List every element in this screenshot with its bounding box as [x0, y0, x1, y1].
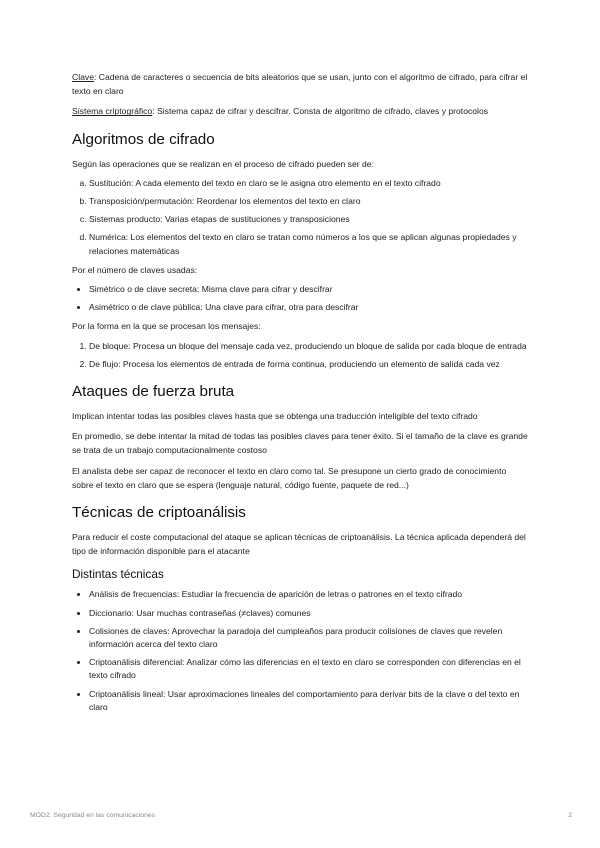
definition-text: : Sistema capaz de cifrar y descifrar. Consta de algoritmo de cifrado, claves y protocolos [152, 106, 489, 117]
paragraph: Para reducir el coste computacional del ataque se aplican técnicas de criptoanálisis. La técnica aplicada dependerá del tipo de información disponible para el atacante [72, 532, 526, 557]
list-item: • Criptoanálisis diferencial: Analizar cómo las diferencias en el texto en claro se corresponden con diferencias en el texto cifrado [89, 656, 530, 682]
paragraph: Según las operaciones que se realizan en el proceso de cifrado pueden ser de: [72, 158, 374, 169]
definition-sistema [72, 104, 530, 118]
page-footer [30, 812, 572, 819]
paragraph: Por el número de claves usadas: [72, 264, 198, 275]
page-number: 2 [568, 812, 572, 819]
document-content [72, 70, 530, 719]
operaciones-list [72, 177, 530, 258]
list-item: • Criptoanálisis lineal: Usar aproximaciones lineales del comportamiento para derivar bits de la clave o del texto en claro [89, 688, 530, 714]
list-item: • Diccionario: Usar muchas contraseñas (≠claves) comunes [89, 607, 530, 620]
heading-criptoanalisis: Técnicas de criptoanálisis [72, 504, 246, 522]
list-item: • Colisiones de claves: Aprovechar la paradoja del cumpleaños para producir colisiones de claves que revelen información acerca del texto claro [89, 625, 530, 651]
list-item: • Simétrico o de clave secreta: Misma clave para cifrar y descifrar [89, 283, 530, 296]
paragraph: Por la forma en la que se procesan los mensajes: [72, 321, 261, 332]
list-item: 1. De bloque: Procesa un bloque del mensaje cada vez, produciendo un bloque de salida por cada bloque de entrada [89, 340, 530, 353]
term-sistema: Sistema criptográfico [72, 106, 153, 117]
term-clave: Clave [72, 72, 94, 82]
paragraph: Implican intentar todas las posibles claves hasta que se obtenga una traducción inteligible del texto cifrado [72, 411, 478, 422]
definition-clave [72, 70, 530, 98]
footer-title: MOD2. Seguridad en las comunicaciones [30, 812, 156, 819]
tecnicas-list [72, 588, 530, 714]
list-item: d. Numérica: Los elementos del texto en claro se tratan como números a los que se aplican algunas propiedades y relaciones matemáticas [89, 231, 530, 257]
heading-algoritmos: Algoritmos de cifrado [72, 130, 215, 148]
list-item: c. Sistemas producto: Varias etapas de sustituciones y transposiciones [89, 213, 530, 226]
list-item: • Asimétrico o de clave pública: Una clave para cifrar, otra para descifrar [89, 301, 530, 314]
definition-text: : Cadena de caracteres o secuencia de bits aleatorios que se usan, junto con el algoritmo de cifrado, para cifrar el texto en claro [72, 72, 528, 97]
paragraph: El analista debe ser capaz de reconocer el texto en claro como tal. Se presupone un cierto grado de conocimiento sobre el texto en claro que se espera (lenguaje natural, código fuente, paquete de red...) [72, 465, 507, 490]
claves-list [72, 283, 530, 314]
forma-list [72, 340, 530, 371]
paragraph: En promedio, se debe intentar la mitad de todas las posibles claves para tener éxito. Si el tamaño de la clave es grande se trata de un trabajo computacionalmente costoso [72, 431, 528, 456]
heading-fuerza-bruta: Ataques de fuerza bruta [72, 383, 235, 401]
list-item: • Análisis de frecuencias: Estudiar la frecuencia de aparición de letras o patrones en el texto cifrado [89, 588, 530, 601]
list-item: 2. De flujo: Procesa los elementos de entrada de forma continua, produciendo un elemento de salida cada vez [89, 358, 530, 371]
list-item: b. Transposición/permutación: Reordenar los elementos del texto en claro [89, 195, 530, 208]
list-item: a. Sustitución: A cada elemento del texto en claro se le asigna otro elemento en el texto cifrado [89, 177, 530, 190]
subheading-tecnicas: Distintas técnicas [72, 567, 164, 582]
